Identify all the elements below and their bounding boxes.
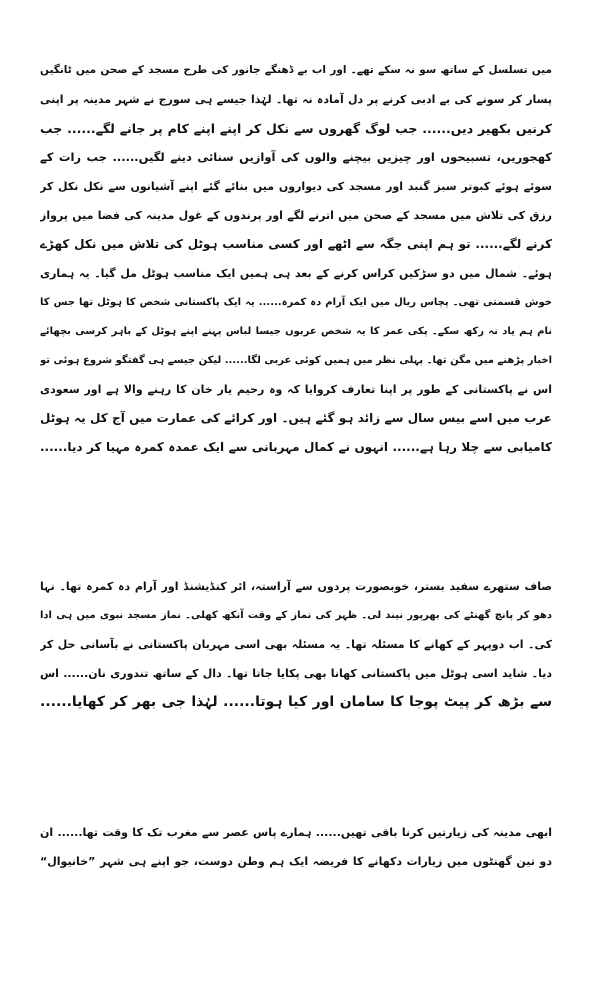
- paragraph-3: [40, 818, 552, 876]
- paragraph-1: [40, 56, 552, 462]
- text-line: کھجوریں، تسبیحوں اور چیزیں بیچنے والوں کی آوازیں سنائی دینے لگیں...... جب رات کے: [40, 150, 552, 164]
- text-line: نام ہم یاد نہ رکھ سکے۔ پکی عمر کا یہ شخص عربوں جیسا لباس پہنے اپنے ہوٹل کے باہر کرسی بچھائے: [40, 326, 552, 337]
- text-line: اخبار پڑھنے میں مگن تھا۔ پہلی نظر میں ہمیں کوئی عربی لگا...... لیکن جیسے ہی گفتگو شروع ہوئی تو: [40, 355, 552, 366]
- text-line: کرنے لگے...... تو ہم اپنی جگہ سے اٹھے اور کسی مناسب ہوٹل کی تلاش میں نکل کھڑے: [40, 237, 552, 251]
- text-line: پسار کر سونے کی بے ادبی کرنے پر دل آمادہ نہ تھا۔ لہٰذا جیسے ہی سورج نے شہر مدینہ پر اپنی: [40, 93, 552, 106]
- text-line: صاف ستھرے سفید بستر، خوبصورت پردوں سے آراستہ، ائر کنڈیشنڈ اور آرام دہ کمرہ تھا۔ نہا: [40, 580, 552, 593]
- text-line: دیا۔ شاید اسی ہوٹل میں پاکستانی کھانا بھی پکایا جاتا تھا۔ دال کے ساتھ تندوری نان...... اس: [40, 667, 552, 680]
- paragraph-2: [40, 572, 552, 717]
- text-line: رزق کی تلاش میں مسجد کے صحن میں اترنے لگے اور پرندوں کے غول مدینہ کی فضا میں پرواز: [40, 209, 552, 222]
- text-line: سے بڑھ کر پیٹ پوجا کا سامان اور کیا ہوتا...... لہٰذا جی بھر کر کھایا......: [40, 694, 552, 710]
- text-line: کرنیں بکھیر دیں...... جب لوگ گھروں سے نکل کر اپنے اپنے کام پر جانے لگے...... جب: [40, 121, 552, 136]
- text-line: سوئے ہوئے کبوتر سبز گنبد اور مسجد کی دیواروں میں بنائے گئے اپنے آشیانوں سے نکل نکل کر: [40, 180, 552, 193]
- text-line: کامیابی سے چلا رہا ہے...... انہوں نے کمال مہربانی سے ایک عمدہ کمرہ مہیا کر دیا......: [40, 440, 552, 454]
- text-line: اس نے پاکستانی کے طور پر اپنا تعارف کروایا کہ وہ رحیم یار خان کا رہنے والا ہے اور سعودی: [40, 383, 552, 396]
- text-line: خوش قسمتی تھی۔ پچاس ریال میں ایک آرام دہ کمرہ...... یہ ایک پاکستانی شخص کا ہوٹل تھا جس کا: [40, 297, 552, 308]
- text-line: میں تسلسل کے ساتھ سو نہ سکے تھے۔ اور اب بے ڈھنگے جانور کی طرح مسجد کے صحن میں ٹانگیں: [40, 64, 552, 76]
- text-line: ابھی مدینہ کی زیارتیں کرنا باقی تھیں...... ہمارے پاس عصر سے مغرب تک کا وقت تھا...... ان: [40, 826, 552, 839]
- text-line: دو تین گھنٹوں میں زیارات دکھانے کا فریضہ ایک ہم وطن دوست، جو اپنے ہی شہر ”خانیوال“: [40, 855, 552, 868]
- text-line: دھو کر پانچ گھنٹے کی بھرپور نیند لی۔ ظہر کی نماز کے وقت آنکھ کھلی۔ نماز مسجد نبوی میں ہی ادا: [40, 610, 552, 621]
- text-line: عرب میں اسے بیس سال سے زائد ہو گئے ہیں۔ اور کرائے کی عمارت میں آج کل یہ ہوٹل: [40, 411, 552, 425]
- text-line: کی۔ اب دوپہر کے کھانے کا مسئلہ تھا۔ یہ مسئلہ بھی اسی مہربان پاکستانی نے بآسانی حل کر: [40, 638, 552, 651]
- text-line: ہوئے۔ شمال میں دو سڑکیں کراس کرنے کے بعد ہی ہمیں ایک مناسب ہوٹل مل گیا۔ یہ ہماری: [40, 267, 552, 280]
